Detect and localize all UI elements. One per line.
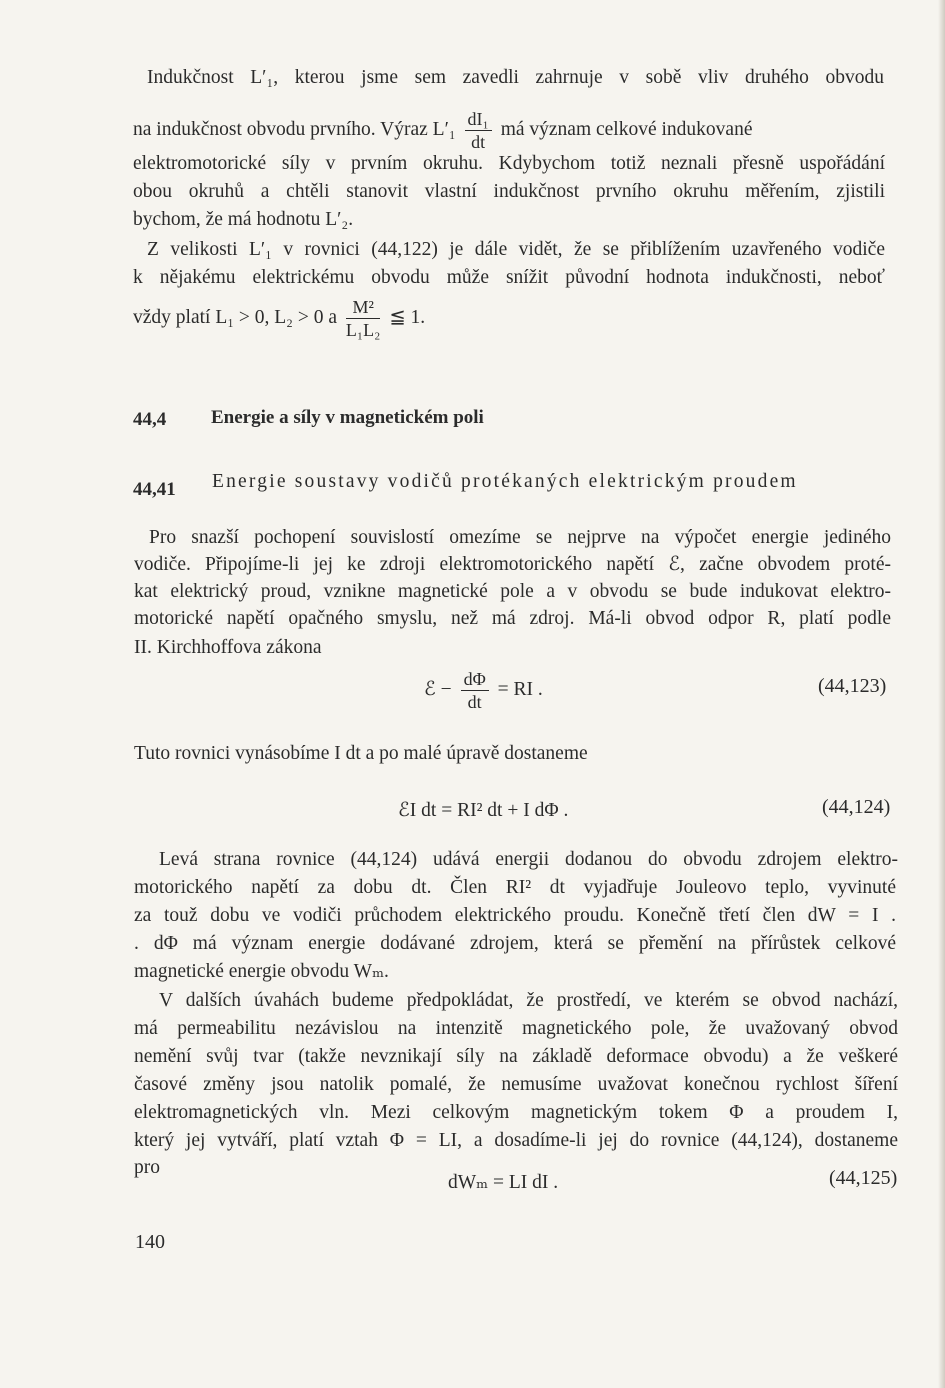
text-line: má permeabilitu nezávislou na intenzitě magnetického pole, že uvažovaný obvod xyxy=(134,1018,898,1039)
fraction-numerator: M² xyxy=(346,296,381,319)
text-line: elektromagnetických vln. Mezi celkovým magnetickým tokem Φ a proudem I, xyxy=(134,1102,898,1123)
fraction-denominator: L₁L₂ xyxy=(345,320,381,340)
equation-lhs: ℰ − xyxy=(424,678,452,700)
text-line: Pro snazší pochopení souvislostí omezíme se nejprve na výpočet energie jediného xyxy=(149,527,891,548)
text-line: motorické napětí opačného smyslu, než má zdroj. Má-li obvod odpor R, platí podle xyxy=(134,608,891,629)
text-line: který jej vytváří, platí vztah Φ = LI, a dosadíme-li jej do rovnice (44,124), dostaneme xyxy=(134,1130,898,1151)
text-line: vodiče. Připojíme-li jej ke zdroji elektromotorického napětí ℰ, začne obvodem proté- xyxy=(134,554,891,575)
text-fragment: má význam celkové indukované xyxy=(500,118,753,140)
text-fragment: ≦ 1. xyxy=(389,306,426,328)
text-line: pro xyxy=(134,1157,160,1178)
text-line: V dalších úvahách budeme předpokládat, že prostředí, ve kterém se obvod nachází, xyxy=(159,990,898,1011)
fraction-denominator: dt xyxy=(467,692,482,712)
subsection-title: Energie soustavy vodičů protékaných elektrickým proudem xyxy=(212,471,798,492)
fraction xyxy=(346,296,381,341)
fraction-numerator: dΦ xyxy=(461,668,489,691)
fraction-numerator: dI₁ xyxy=(465,108,492,131)
text-line: kat elektrický proud, vznikne magnetické pole a v obvodu se bude indukovat elektro- xyxy=(134,581,891,602)
section-title: Energie a síly v magnetickém poli xyxy=(211,407,484,428)
equation-rhs: = RI . xyxy=(497,678,543,700)
page-edge-shadow xyxy=(938,0,945,1388)
fraction-denominator: dt xyxy=(471,132,486,152)
equation-number: (44,123) xyxy=(818,675,887,697)
equation-number: (44,124) xyxy=(822,796,891,818)
text-fragment: na indukčnost obvodu prvního. Výraz L′₁ xyxy=(133,118,456,140)
equation: dWₘ = LI dI . xyxy=(448,1172,559,1193)
text-line: magnetické energie obvodu Wₘ. xyxy=(134,961,389,982)
text-line: nemění svůj tvar (takže nevznikají síly na základě deformace obvodu) a že veškeré xyxy=(134,1046,898,1067)
text-fragment: vždy platí L₁ > 0, L₂ > 0 a xyxy=(133,306,338,328)
equation-number: (44,125) xyxy=(829,1167,898,1189)
text-line: elektromotorické síly v prvním okruhu. Kdybychom totiž neznali přesně uspořádání xyxy=(133,153,885,174)
fraction xyxy=(461,668,489,713)
page-number: 140 xyxy=(135,1231,165,1253)
text-line: . dΦ má význam energie dodávané zdrojem, která se přemění na přírůstek celkové xyxy=(134,933,896,954)
subsection-number: 44,41 xyxy=(133,479,176,500)
text-line: časové změny jsou natolik pomalé, že nemusíme uvažovat konečnou rychlost šíření xyxy=(134,1074,898,1095)
equation xyxy=(424,668,543,713)
text-line: bychom, že má hodnotu L′₂. xyxy=(133,209,354,230)
text-line-with-fraction xyxy=(133,296,425,341)
text-line: Levá strana rovnice (44,124) udává energii dodanou do obvodu zdrojem elektro- xyxy=(159,849,898,870)
text-line: II. Kirchhoffova zákona xyxy=(134,637,322,658)
text-line: motorického napětí za dobu dt. Člen RI² dt vyjadřuje Jouleovo teplo, vyvinuté xyxy=(134,877,896,898)
text-line: obou okruhů a chtěli stanovit vlastní indukčnost prvního okruhu měřením, zjistili xyxy=(133,181,885,202)
text-line-with-fraction xyxy=(133,108,885,153)
text-line: k nějakému elektrickému obvodu může snížit původní hodnota indukčnosti, neboť xyxy=(133,267,885,288)
text-line: Indukčnost L′₁, kterou jsme sem zavedli zahrnuje v sobě vliv druhého obvodu xyxy=(147,67,884,88)
fraction xyxy=(465,108,492,153)
equation: ℰI dt = RI² dt + I dΦ . xyxy=(398,800,569,821)
text-line: za touž dobu ve vodiči průchodem elektrického proudu. Konečně třetí člen dW = I . xyxy=(134,905,896,926)
text-line: Tuto rovnici vynásobíme I dt a po malé úpravě dostaneme xyxy=(134,743,588,764)
text-line: Z velikosti L′₁ v rovnici (44,122) je dále vidět, že se přiblížením uzavřeného vodiče xyxy=(147,239,885,260)
section-number: 44,4 xyxy=(133,409,167,430)
